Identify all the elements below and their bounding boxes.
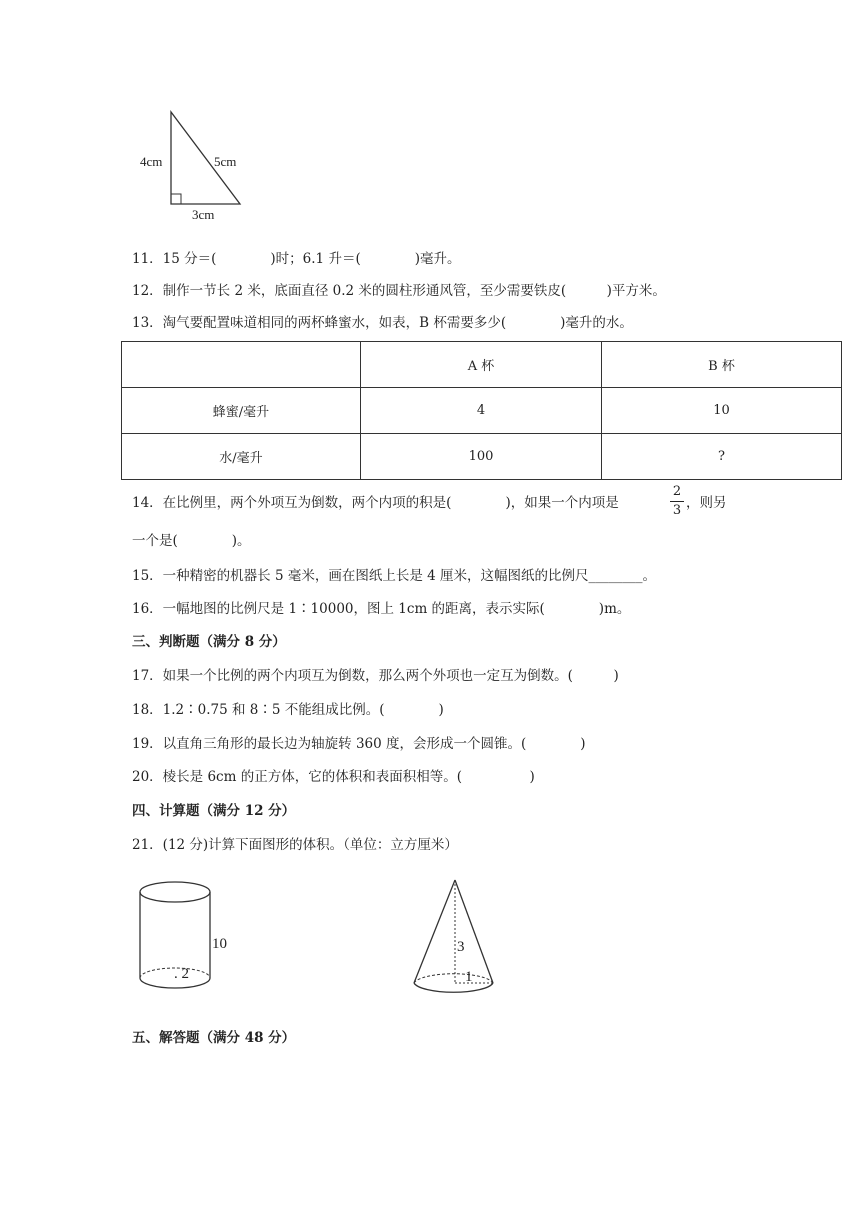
section-5-heading: 五、解答题（满分 48 分） (132, 1030, 296, 1046)
table-row (122, 434, 842, 480)
question-18: 18．1.2∶0.75 和 8∶5 不能组成比例。( ) (132, 702, 444, 718)
fraction-denominator: 3 (672, 503, 682, 518)
table-cell: ? (602, 434, 842, 480)
triangle-base-label: 3cm (192, 207, 215, 222)
table-cell: 蜂蜜/毫升 (122, 388, 361, 434)
triangle-hypotenuse-label: 5cm (214, 154, 237, 169)
table-header-row (122, 342, 842, 388)
fraction-two-thirds (670, 484, 684, 519)
table-cell: 水/毫升 (122, 434, 361, 480)
fraction-numerator: 2 (672, 484, 682, 499)
question-12: 12．制作一节长 2 米，底面直径 0.2 米的圆柱形通风管，至少需要铁皮( )平方米。 (132, 283, 666, 299)
cone-radius-label: 1 (465, 969, 473, 985)
cylinder-height-label: 10 (212, 936, 227, 952)
table-cell: 100 (361, 434, 602, 480)
triangle-vertical-label: 4cm (140, 154, 163, 169)
right-triangle-figure (130, 108, 250, 223)
section-3-heading: 三、判断题（满分 8 分） (132, 634, 286, 650)
cone-height-label: 3 (457, 939, 465, 955)
section-4-heading: 四、计算题（满分 12 分） (132, 803, 296, 819)
question-14-line2: 一个是( )。 (132, 533, 251, 549)
table-cell (122, 342, 361, 388)
question-15: 15．一种精密的机器长 5 毫米，画在图纸上长是 4 厘米，这幅图纸的比例尺________。 (132, 568, 657, 584)
table-cell: B 杯 (602, 342, 842, 388)
cone-figure (410, 875, 510, 1010)
question-14-part2: ，则另 (686, 495, 727, 511)
question-14-part1: 14．在比例里，两个外项互为倒数，两个内项的积是( )，如果一个内项是 (132, 495, 619, 511)
question-16: 16．一幅地图的比例尺是 1∶10000，图上 1cm 的距离，表示实际( )m。 (132, 601, 631, 617)
question-11: 11．15 分＝( )时；6.1 升＝( )毫升。 (132, 251, 461, 267)
table-cell: A 杯 (361, 342, 602, 388)
table-row (122, 388, 842, 434)
table-cell: 10 (602, 388, 842, 434)
table-cell: 4 (361, 388, 602, 434)
question-21: 21．(12 分)计算下面图形的体积。（单位：立方厘米） (132, 837, 458, 853)
honey-water-table (121, 341, 842, 480)
cylinder-figure (130, 875, 250, 1000)
cylinder-radius-label: . 2 (174, 966, 189, 982)
question-13: 13．淘气要配置味道相同的两杯蜂蜜水，如表，B 杯需要多少( )毫升的水。 (132, 315, 633, 331)
question-19: 19．以直角三角形的最长边为轴旋转 360 度，会形成一个圆锥。( ) (132, 736, 586, 752)
question-20: 20．棱长是 6cm 的正方体，它的体积和表面积相等。( ) (132, 769, 535, 785)
question-17: 17．如果一个比例的两个内项互为倒数，那么两个外项也一定互为倒数。( ) (132, 668, 619, 684)
